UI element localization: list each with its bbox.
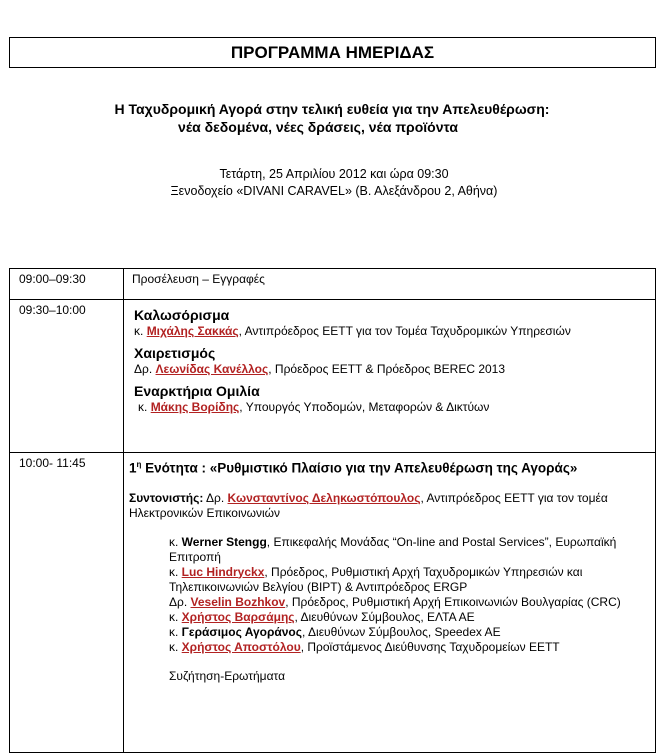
welcome-name-link[interactable]: Μιχάλης Σακκάς: [146, 324, 239, 338]
moderator-role: , Αντιπρόεδρος ΕΕΤΤ για τον τομέα Ηλεκτρονικών Επικοινωνιών: [129, 490, 608, 520]
speaker-name: Γεράσιμος Αγοράνος: [181, 624, 302, 639]
discussion: Συζήτηση-Ερωτήματα: [169, 668, 286, 683]
row-text: Προσέλευση – Εγγραφές: [132, 272, 265, 286]
moderator-prefix: Δρ.: [203, 490, 228, 505]
speaker-name[interactable]: Veselin Bozhkov: [190, 594, 286, 609]
speaker-item: [169, 610, 647, 625]
row-time: 09:30–10:00: [19, 303, 86, 317]
speaker-role: , Διευθύνων Σύμβουλος, Speedex AE: [302, 624, 501, 639]
speaker-item: [169, 565, 647, 595]
table-row: [10, 453, 656, 753]
speaker-prefix: Δρ.: [169, 594, 191, 609]
row-time: 09:00–09:30: [19, 272, 86, 286]
section-title: $1^\eta$ Ενότητα : «Ρυθμιστικό Πλαίσιο για την Απελευθέρωση της Αγοράς»: [129, 460, 578, 476]
moderator: [129, 491, 647, 521]
table-row: [10, 300, 656, 453]
speaker-item: [169, 640, 647, 655]
speaker-item: [169, 625, 647, 640]
speaker-name[interactable]: Χρήστος Αποστόλου: [181, 639, 301, 654]
welcome-speaker: [134, 324, 647, 339]
moderator-label: Συντονιστής:: [129, 490, 204, 505]
speaker-prefix: κ.: [169, 639, 182, 654]
speaker-role: , Διευθύνων Σύμβουλος, ΕΛΤΑ ΑΕ: [294, 609, 475, 624]
speaker-name: Werner Stengg: [181, 534, 267, 549]
event-info: [0, 166, 668, 200]
welcome-heading: Καλωσόρισμα: [134, 307, 230, 323]
subtitle-line-1: Η Ταχυδρομική Αγορά στην τελική ευθεία για την Απελευθέρωση:: [114, 101, 550, 117]
speaker-prefix: κ.: [169, 609, 182, 624]
moderator-name-link[interactable]: Κωνσταντίνος Δεληκωστόπουλος: [227, 490, 421, 505]
date-line: Τετάρτη, 25 Απριλίου 2012 και ώρα 09:30: [219, 167, 449, 181]
speaker-role: , Προϊστάμενος Διεύθυνσης Ταχυδρομείων ΕΕΤΤ: [300, 639, 560, 654]
speaker-name[interactable]: Χρήστος Βαρσάμης: [181, 609, 295, 624]
opening-speaker: [134, 400, 647, 415]
speaker-item: [169, 595, 647, 610]
page-title: ΠΡΟΓΡΑΜΜΑ ΗΜΕΡΙΔΑΣ: [9, 37, 656, 68]
greeting-speaker: [134, 362, 647, 377]
subtitle-line-2: νέα δεδομένα, νέες δράσεις, νέα προϊόντα: [178, 119, 458, 135]
speaker-prefix: κ.: [169, 564, 182, 579]
speaker-prefix: κ.: [169, 624, 182, 639]
opening-prefix: κ.: [138, 400, 148, 414]
opening-heading: Εναρκτήρια Ομιλία: [134, 383, 260, 399]
speaker-role: , Πρόεδρος, Ρυθμιστική Αρχή Επικοινωνιών Βουλγαρίας (CRC): [285, 594, 621, 609]
speaker-item: [169, 535, 647, 565]
speaker-list: [129, 535, 647, 655]
greeting-heading: Χαιρετισμός: [134, 345, 216, 361]
speaker-name[interactable]: Luc Hindryckx: [181, 564, 265, 579]
table-row: [10, 269, 656, 300]
greeting-role: , Πρόεδρος ΕΕΤΤ & Πρόεδρος BEREC 2013: [268, 362, 506, 376]
programme-table: [9, 268, 656, 753]
welcome-role: , Αντιπρόεδρος ΕΕΤΤ για τον Τομέα Ταχυδρομικών Υπηρεσιών: [238, 324, 571, 338]
speaker-role: , Πρόεδρος, Ρυθμιστική Αρχή Ταχυδρομικών Υπηρεσιών και Τηλεπικοινωνιών Βελγίου (BIPT) & Αντιπρόεδρος ERGP: [169, 564, 583, 594]
opening-role: , Υπουργός Υποδομών, Μεταφορών & Δικτύων: [239, 400, 490, 414]
venue-line: Ξενοδοχείο «DIVANI CARAVEL» (Β. Αλεξάνδρου 2, Αθήνα): [170, 184, 498, 198]
opening-name-link[interactable]: Μάκης Βορίδης: [150, 400, 240, 414]
event-subtitle: [0, 100, 668, 136]
row-time: 10:00- 11:45: [19, 456, 86, 470]
welcome-prefix: κ.: [134, 324, 144, 338]
speaker-role: , Επικεφαλής Μονάδας “On-line and Postal Services”, Ευρωπαϊκή Επιτροπή: [169, 534, 617, 564]
greeting-prefix: Δρ.: [134, 362, 153, 376]
greeting-name-link[interactable]: Λεωνίδας Κανέλλος: [155, 362, 269, 376]
speaker-prefix: κ.: [169, 534, 182, 549]
